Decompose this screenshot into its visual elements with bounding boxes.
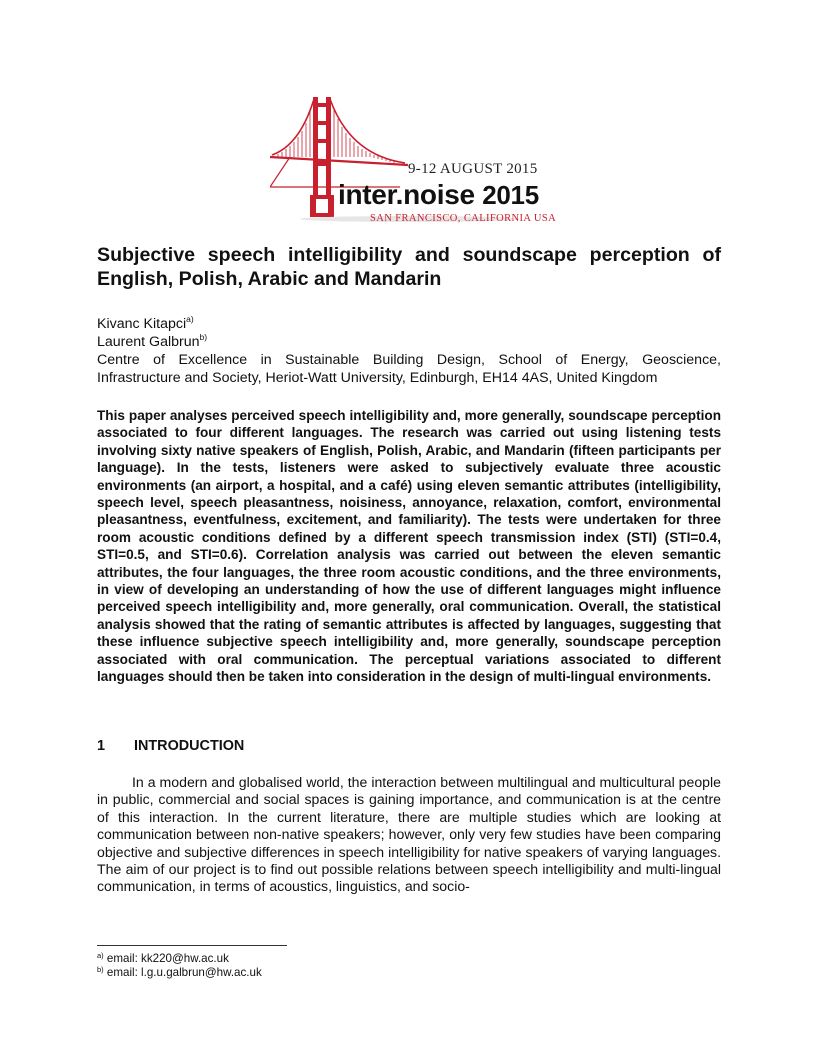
- footnote-1: [97, 952, 497, 966]
- footnote-divider: [97, 945, 287, 946]
- logo-location: SAN FRANCISCO, CALIFORNIA USA: [370, 213, 557, 224]
- footnotes: [97, 952, 497, 980]
- author-block: [97, 315, 721, 387]
- logo-date: 9-12 AUGUST 2015: [408, 161, 538, 177]
- author-1-mark: a): [186, 314, 194, 324]
- footnote-2-text: email: l.g.u.galbrun@hw.ac.uk: [106, 966, 262, 979]
- logo-year: 2015: [482, 180, 539, 210]
- section-heading: [97, 738, 721, 754]
- author-2: [97, 333, 721, 351]
- logo-brand: [338, 179, 539, 211]
- section-number: 1: [97, 738, 106, 754]
- affiliation-line-2: Infrastructure and Society, Heriot-Watt University, Edinburgh, EH14 4AS, United Kingdom: [97, 370, 658, 386]
- section-title: INTRODUCTION: [134, 738, 245, 754]
- abstract: [97, 407, 721, 686]
- logo-brand-name: inter.noise: [338, 179, 475, 210]
- conference-logo: [270, 95, 557, 230]
- author-2-name: Laurent Galbrun: [97, 334, 200, 350]
- introduction-body: [97, 774, 721, 896]
- footnote-1-mark: a): [97, 951, 104, 960]
- abstract-text: This paper analyses perceived speech intelligibility and, more generally, soundscape perception associated to four different languages. The research was carried out using listening tests involving sixty native speakers of English, Polish, Arabic, and Mandarin (fifteen participants per language). In the tests, listeners were asked to subjectively evaluate three acoustic environments (an airport, a hospital, and a café) using eleven semantic attributes (intelligibility, speech level, speech pleasantness, noisiness, annoyance, relaxation, comfort, environmental pleasantness, eventfulness, excitement, and familiarity). The tests were undertaken for three room acoustic conditions defined by a different speech transmission index (STI) (STI=0.4, STI=0.5, and STI=0.6). Correlation analysis was carried out between the eleven semantic attributes, the four languages, the three room acoustic conditions, and the three environments, in view of developing an understanding of how the use of different languages might influence perceived speech intelligibility and, more generally, oral communication. Overall, the statistical analysis showed that the rating of semantic attributes is affected by languages, suggesting that these influence subjective speech intelligibility and, more generally, soundscape perception associated with oral communication. The perceptual variations associated to different languages should then be taken into consideration in the design of multi-lingual environments.: [97, 408, 721, 685]
- footnote-2-mark: b): [97, 965, 104, 974]
- intro-paragraph: In a modern and globalised world, the interaction between multilingual and multicultural people in public, commercial and social spaces is gaining importance, and communication is at the centre of this interaction. In the current literature, there are multiple studies which are looking at communication between non-native speakers; however, only very few studies have been comparing objective and subjective differences in speech intelligibility for native speakers of varying languages. The aim of our project is to find out possible relations between speech intelligibility and multi-lingual communication, in terms of acoustics, linguistics, and socio-: [97, 774, 721, 895]
- paper-title-line-2: English, Polish, Arabic and Mandarin: [97, 268, 442, 290]
- author-1-name: Kivanc Kitapci: [97, 316, 187, 332]
- author-2-mark: b): [199, 332, 208, 342]
- author-1: [97, 315, 721, 333]
- footnote-1-text: email: kk220@hw.ac.uk: [106, 952, 229, 965]
- footnote-2: [97, 966, 497, 980]
- affiliation-line-1: Centre of Excellence in Sustainable Building Design, School of Energy, Geoscience,: [97, 352, 721, 368]
- paper-title: [97, 243, 721, 291]
- paper-title-line-1: Subjective speech intelligibility and soundscape perception of: [97, 244, 721, 266]
